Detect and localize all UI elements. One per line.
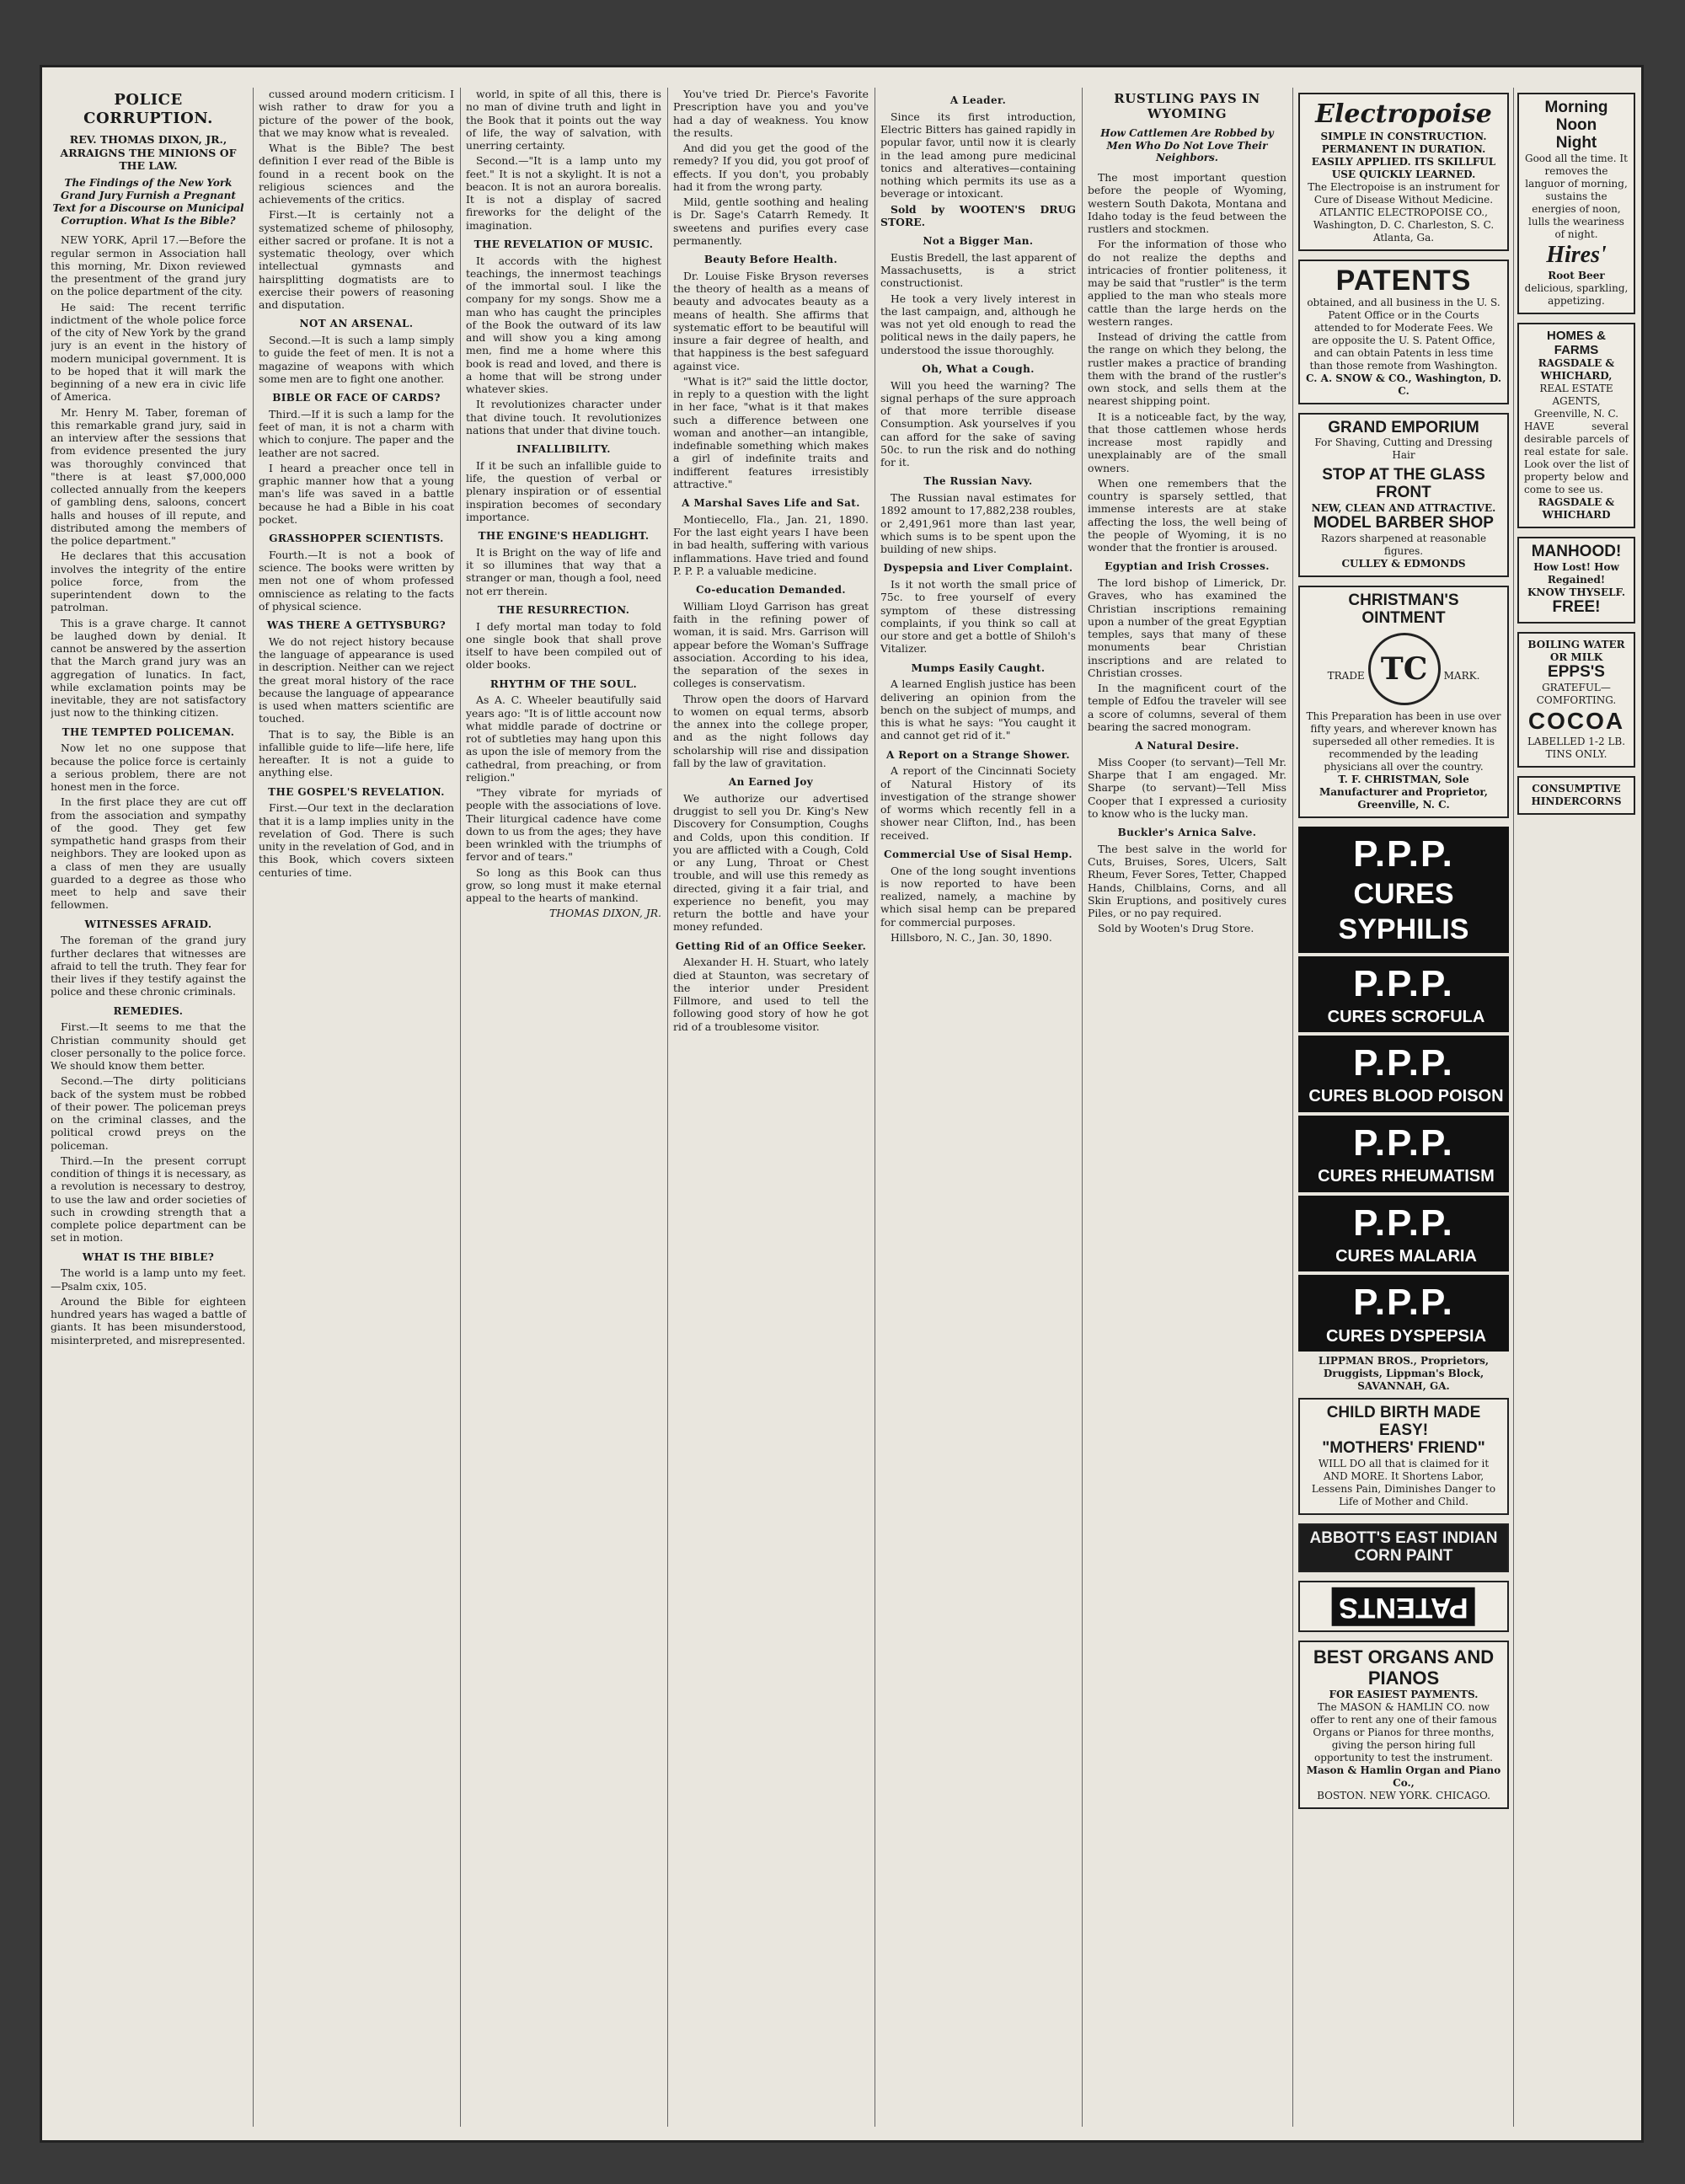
- hires-product: Root Beer: [1548, 270, 1605, 282]
- paragraph: Second.—The dirty politicians back of the system must be robbed of their power. The policeman preys on the criminal classes, and the political crowd preys on the policeman.: [51, 1074, 246, 1152]
- ad-subtitle: NEW, CLEAN AND ATTRACTIVE.: [1311, 502, 1496, 515]
- ppp-cure: CURES MALARIA: [1335, 1246, 1477, 1266]
- paragraph: First.—It seems to me that the Christian community should get closer personally to the police force. We should know them better.: [51, 1020, 246, 1073]
- paragraph: Alexander H. H. Stuart, who lately died at Staunton, was secretary of the interior under President Fillmore, and used to tell the following good story of how he got rid of a troublesome visitor.: [673, 956, 869, 1033]
- paragraph: cussed around modern criticism. I wish rather to draw for you a picture of the power of the book, that we may know what is revealed.: [259, 88, 454, 139]
- paragraph: He said: The recent terrific indictment of the whole police force of the city of New York by the grand jury is an event in the history of modern municipal government. It is to be hoped that it will mark the beginning of a new era in civic life of America.: [51, 300, 246, 404]
- ad-cities: BOSTON. NEW YORK. CHICAGO.: [1317, 1789, 1490, 1801]
- section-heading: Oh, What a Cough.: [922, 362, 1035, 375]
- section-heading: Not a Bigger Man.: [923, 235, 1034, 247]
- ad-body: Razors sharpened at reasonable figures.: [1320, 533, 1487, 558]
- deck: The Findings of the New York Grand Jury Furnish a Pregnant Text for a Discourse on Municipal Corruption. What Is the Bible?: [52, 177, 244, 227]
- ad-line: Noon: [1555, 115, 1597, 134]
- paragraph: Third.—In the present corrupt condition of things it is necessary, as a revolution is necessary to destroy, to use the law and order societies of such in crowding strength that a complete police department can be set in motion.: [51, 1154, 246, 1245]
- column-7-ads: [1292, 88, 1514, 2127]
- subheadline: REV. THOMAS DIXON, JR., ARRAIGNS THE MINIONS OF THE LAW.: [60, 133, 237, 172]
- paragraph: NEW YORK, April 17.—Before the regular sermon in Association hall this morning, Mr. Dixon reviewed the presentment of the grand jury on the police department of the city.: [51, 233, 246, 298]
- column-4: [667, 88, 874, 2127]
- headline-police-corruption: POLICE CORRUPTION.: [83, 91, 213, 128]
- ad-title: GRAND EMPORIUM: [1328, 418, 1479, 436]
- signature: THOMAS DIXON, JR.: [548, 907, 661, 920]
- ad-title: MANHOOD!: [1531, 543, 1622, 561]
- ppp-logo: P.P.P.: [1353, 962, 1454, 1004]
- ad-body: WILL DO all that is claimed for it AND MORE. It Shortens Labor, Lessens Pain, Diminishes Danger to Life of Mother and Child.: [1311, 1457, 1496, 1507]
- section-heading: Egyptian and Irish Crosses.: [1105, 560, 1270, 573]
- paragraph: world, in spite of all this, there is no man of divine truth and light in the Book that it points out the way of life, the way of salvation, with unerring certainty.: [466, 88, 661, 152]
- ppp-cure: CURES SCROFULA: [1327, 1007, 1485, 1026]
- ad-label: LABELLED 1-2 LB. TINS ONLY.: [1527, 736, 1626, 761]
- ad-barber-shop: [1298, 413, 1509, 578]
- column-1: [51, 88, 251, 2127]
- paragraph: Mr. Henry M. Taber, foreman of this remarkable grand jury, said in an interview after the sessions that from evidence presented the jury was thoroughly convinced that "there is at least $7,000,000 collected annually from the keepers of gambling dens, saloons, concert halls and houses of ill repute, and distributed among the members of the police department.": [51, 405, 246, 548]
- section-heading: GRASSHOPPER SCIENTISTS.: [269, 533, 444, 544]
- paragraph: In the first place they are cut off from the association and sympathy of the good. They get few sympathetic hand grasps from their neighbors. They are looked upon as a class of men they are usually guarded to a degree as those who meet to help and save their fellowmen.: [51, 795, 246, 912]
- ad-title: BEST ORGANS AND PIANOS: [1313, 1646, 1495, 1689]
- ad-body: obtained, and all business in the U. S. Patent Office or in the Courts attended to for Moderate Fees. We are opposite the U. S. Patent Office, and can obtain Patents in less time than those remote from Washington.: [1307, 296, 1500, 372]
- section-heading: Dyspepsia and Liver Complaint.: [883, 562, 1073, 575]
- section-heading: THE ENGINE'S HEADLIGHT.: [478, 530, 650, 542]
- section-heading: Commercial Use of Sisal Hemp.: [884, 848, 1073, 860]
- paragraph: Mild, gentle soothing and healing is Dr. Sage's Catarrh Remedy. It sweetens and purifies every case permanently.: [673, 195, 869, 247]
- section-heading: Co-education Demanded.: [695, 584, 846, 596]
- paragraph: Is it not worth the small price of 75c. to free yourself of every symptom of these distressing complaints, if you think so call at our store and get a bottle of Shiloh's Vitalizer.: [880, 578, 1076, 656]
- mark-label: MARK.: [1443, 669, 1480, 682]
- section-heading: WAS THERE A GETTYSBURG?: [266, 619, 447, 631]
- ppp-dyspepsia: [1298, 1275, 1509, 1352]
- section-heading: Getting Rid of an Office Seeker.: [675, 939, 867, 952]
- ad-title: CHRISTMAN'S OINTMENT: [1348, 592, 1459, 628]
- ad-signature: T. F. CHRISTMAN, Sole Manufacturer and Proprietor, Greenville, N. C.: [1319, 773, 1488, 811]
- ppp-cure: CURES SYPHILIS: [1338, 878, 1469, 945]
- ppp-cure: CURES RHEUMATISM: [1318, 1167, 1495, 1186]
- paragraph: Sold by WOOTEN'S DRUG STORE.: [880, 202, 1076, 228]
- ad-headline: SIMPLE IN CONSTRUCTION. PERMANENT IN DURATION. EASILY APPLIED. ITS SKILLFUL USE QUICKLY LEARNED.: [1311, 130, 1496, 180]
- ppp-logo: P.P.P.: [1353, 1202, 1454, 1244]
- section-heading: THE RESURRECTION.: [497, 603, 630, 616]
- section-heading: An Earned Joy: [728, 776, 814, 788]
- ad-signature: RAGSDALE & WHICHARD: [1538, 496, 1615, 522]
- ad-subtitle: REAL ESTATE AGENTS, Greenville, N. C.: [1533, 383, 1619, 420]
- paragraph: I defy mortal man today to fold one single book that shall prove itself to have been compiled out of older books.: [466, 619, 661, 672]
- section-heading: WITNESSES AFRAID.: [84, 918, 212, 930]
- newspaper-page: [42, 67, 1641, 2140]
- dateline: Hillsboro, N. C., Jan. 30, 1890.: [891, 930, 1052, 944]
- section-heading: Buckler's Arnica Salve.: [1117, 827, 1257, 839]
- paragraph: Second.—It is such a lamp simply to guide the feet of men. It is not a magazine of weapons with which some men are to fight one another.: [259, 334, 454, 385]
- ad-line: Morning: [1544, 99, 1608, 116]
- paragraph: Now let no one suppose that because the police force is certainly a serious problem, there are not honest men in the force.: [51, 741, 246, 794]
- ppp-logo: P.P.P.: [1353, 1282, 1454, 1324]
- paragraph: Fourth.—It is not a book of science. The books were written by men not one of whom professed omniscience as relating to the facts of physical science.: [259, 548, 454, 613]
- paragraph: "What is it?" said the little doctor, in reply to a question with the light in her face, "what is it that makes such a difference between one woman and another—an intangible, indefinable something which makes a girl of indefinite traits and indifferent features irresistibly attractive.": [673, 374, 869, 490]
- trademark-row: [1305, 633, 1502, 705]
- ad-title: EPPS'S: [1548, 662, 1605, 681]
- column-8-ads: [1513, 88, 1639, 2127]
- ad-abbotts-corn-paint: [1298, 1523, 1509, 1572]
- paragraph: The world is a lamp unto my feet.—Psalm cxix, 105.: [51, 1266, 246, 1293]
- paragraph: Dr. Louise Fiske Bryson reverses the theory of health as a means of beauty and advocates beauty as a means of health. She affirms that systematic effort to be beautiful will insure a fair degree of health, and that happiness is the best safeguard against vice.: [673, 269, 869, 372]
- ad-ointment: [1298, 586, 1509, 818]
- paragraph: Eustis Bredell, the last apparent of Massachusetts, is a strict constructionist.: [880, 250, 1076, 290]
- section-heading: A Report on a Strange Shower.: [886, 748, 1070, 761]
- section-heading: INFALLIBILITY.: [516, 443, 611, 455]
- ad-intro: BOILING WATER OR MILK: [1527, 638, 1625, 663]
- paragraph: What is the Bible? The best definition I ever read of the Bible is found in a recent book on the religious sciences and the achievements of the critics.: [259, 142, 454, 206]
- hires-brand: Hires': [1546, 241, 1607, 268]
- ad-title: CHILD BIRTH MADE EASY!: [1326, 1404, 1481, 1440]
- ad-consumptive: [1517, 776, 1635, 815]
- ad-subtitle: How Lost! How Regained!: [1533, 561, 1619, 586]
- section-heading: RHYTHM OF THE SOUL.: [489, 677, 638, 690]
- ad-body: Good all the time. It removes the languor of morning, sustains the energies of noon, lulls the weariness of night.: [1525, 152, 1628, 240]
- electropoise-logo: Electropoise: [1315, 99, 1492, 129]
- paragraph: The foreman of the grand jury further declares that witnesses are afraid to tell the truth. They fear for their lives if they testify against the police and these chronic criminals.: [51, 934, 246, 998]
- ppp-blood-poison: [1298, 1036, 1509, 1112]
- paragraph: He took a very lively interest in the last campaign, and, although he was not yet old enough to read the political news in the daily papers, he understood the issue thoroughly.: [880, 292, 1076, 356]
- section-heading: NOT AN ARSENAL.: [299, 318, 414, 330]
- paragraph: It revolutionizes character under that divine touch. It revolutionizes nations that under that divine touch.: [466, 398, 661, 436]
- ad-body: The MASON & HAMLIN CO. now offer to rent any one of their famous Organs or Pianos for three months, giving the person hiring full opportunity to test the instrument.: [1310, 1700, 1497, 1764]
- ad-signature: CULLEY & EDMONDS: [1341, 558, 1466, 570]
- ad-address: ATLANTIC ELECTROPOISE CO., Washington, D. C. Charleston, S. C. Atlanta, Ga.: [1313, 206, 1495, 244]
- paragraph: This is a grave charge. It cannot be laughed down by denial. It cannot be answered by the assertion that the March grand jury was an aggregation of lunatics. In fact, while exclamation points may be inevitable, they are not satisfactory just now to the thinking citizen.: [51, 616, 246, 720]
- ad-mothers-friend: [1298, 1398, 1509, 1515]
- ad-homes-farms: [1517, 323, 1635, 528]
- paragraph: A report of the Cincinnati Society of Natural History of its investigation of the strange shower of worms which recently fell in a shower near Clifton, Ind., has been received.: [880, 764, 1076, 842]
- paragraph: For the information of those who do not realize the depths and intricacies of frontier politeness, it may be said that "rustler" is the term applied to the man who steals more cattle than the large herds on the western ranges.: [1088, 238, 1286, 328]
- ppp-cure: CURES DYSPEPSIA: [1325, 1326, 1487, 1346]
- ad-electropoise: [1298, 93, 1509, 251]
- ppp-cure: CURES BLOOD POISON: [1308, 1087, 1504, 1106]
- section-heading: THE TEMPTED POLICEMAN.: [62, 725, 235, 738]
- paragraph: Second.—"It is a lamp unto my feet." It is not a skylight. It is not a beacon. It is not an aurora borealis. It is not a display of sacred fireworks for the delight of the imagination.: [466, 154, 661, 232]
- paragraph: A learned English justice has been delivering an opinion from the bench on the subject of mumps, and this is what he says: "You caught it and cannot get rid of it.": [880, 677, 1076, 742]
- ad-line: Night: [1555, 133, 1597, 152]
- ad-manhood: [1517, 537, 1635, 624]
- paragraph: So long as this Book can thus grow, so long must it make eternal appeal to the hearts of mankind.: [466, 865, 661, 904]
- ad-body: The Electropoise is an instrument for Cure of Disease Without Medicine.: [1308, 180, 1500, 206]
- paragraph: When one remembers that the country is sparsely settled, that immense interests are at stake affecting the loss, the well being of the people of Wyoming, it is no wonder that the frontier is aroused.: [1088, 476, 1286, 554]
- section-heading: THE GOSPEL'S REVELATION.: [268, 785, 445, 798]
- section-heading: WHAT IS THE BIBLE?: [82, 1250, 215, 1263]
- ad-title: "MOTHERS' FRIEND": [1322, 1438, 1485, 1457]
- ppp-signature: LIPPMAN BROS., Proprietors, Druggists, Lippman's Block, SAVANNAH, GA.: [1318, 1355, 1490, 1393]
- ppp-syphilis: [1298, 827, 1509, 953]
- paragraph: Miss Cooper (to servant)—Tell Mr. Sharpe that I am engaged. Mr. Sharpe (to servant)—Tell Miss Cooper that I expressed a curiosity to know who is the lucky man.: [1088, 755, 1286, 820]
- headline-rustling: RUSTLING PAYS IN WYOMING: [1114, 91, 1260, 122]
- paragraph: He declares that this accusation involves the integrity of the entire police force, from the superintendent down to the patrolman.: [51, 549, 246, 614]
- ad-subtitle: GRATEFUL—COMFORTING.: [1536, 681, 1617, 706]
- ad-subtitle: RAGSDALE & WHICHARD,: [1538, 357, 1615, 383]
- paragraph: It is a noticeable fact, by the way, that those cattlemen whose herds increase most rapidly and unexplainably are of the small owners.: [1088, 410, 1286, 474]
- ad-subtitle: For Shaving, Cutting and Dressing Hair: [1314, 436, 1493, 462]
- ad-title: CONSUMPTIVE: [1532, 783, 1621, 795]
- ppp-malaria: [1298, 1196, 1509, 1272]
- section-heading: Mumps Easily Caught.: [911, 661, 1046, 674]
- ad-organs: [1298, 1641, 1509, 1808]
- ad-patents: [1298, 260, 1509, 404]
- ppp-scrofula: [1298, 956, 1509, 1033]
- section-heading: The Russian Navy.: [923, 475, 1033, 488]
- ad-title: HINDERCORNS: [1531, 795, 1622, 808]
- paragraph: And did you get the good of the remedy? If you did, you got proof of effects. If you don't, you probably had it from the wrong party.: [673, 142, 869, 193]
- paragraph: That is to say, the Bible is an infallible guide to life—life here, life hereafter. It is not a guide to anything else.: [259, 727, 454, 779]
- ad-body: This Preparation has been in use over fifty years, and wherever known has superseded all other remedies. It is recommended by the leading physicians all over the country.: [1306, 709, 1501, 773]
- ad-title: STOP AT THE GLASS FRONT: [1322, 466, 1485, 502]
- tc-monogram-icon: TC: [1368, 633, 1441, 705]
- paragraph: We authorize our advertised druggist to sell you Dr. King's New Discovery for Consumption, Coughs and Colds, upon this condition. If you are afflicted with a Cough, Cold or any Lung, Throat or Chest trouble, and will use this remedy as directed, giving it a fair trial, and experience no benefit, you may return the bottle and have your money refunded.: [673, 791, 869, 934]
- paragraph: The best salve in the world for Cuts, Bruises, Sores, Ulcers, Salt Rheum, Fever Sores, Tetter, Chapped Hands, Chilblains, Corns, and all Skin Eruptions, and positively cures Piles, or no pay required.: [1088, 842, 1286, 920]
- ad-hires-root-beer: [1517, 93, 1635, 314]
- paragraph: It accords with the highest teachings, the innermost teachings of the immortal soul. I like the company for my songs. Show me a man who has caught the principles of the Book the outward of its law and will show you a king among men, find me a home where this book is read and loved, and there is a home that will be strong under whatever skies.: [466, 254, 661, 395]
- paragraph: You've tried Dr. Pierce's Favorite Prescription have you and you've had a day of weakness. You know the results.: [673, 88, 869, 139]
- patents-rotated-title: PATENTS: [1332, 1587, 1475, 1626]
- paragraph: Will you heed the warning? The signal perhaps of the sure approach of that more terrible disease Consumption. Ask yourselves if you can afford for the sake of saving 50c. to run the risk and do nothing for it.: [880, 378, 1076, 468]
- column-6: [1082, 88, 1292, 2127]
- paragraph: It is Bright on the way of life and it so illumines that way that a stranger or man, though a fool, need not err therein.: [466, 545, 661, 597]
- ad-patents-rotated: [1298, 1581, 1509, 1633]
- deck: How Cattlemen Are Robbed by Men Who Do Not Love Their Neighbors.: [1100, 126, 1274, 164]
- ppp-logo: P.P.P.: [1353, 1122, 1454, 1164]
- paragraph: Third.—If it is such a lamp for the feet of man, it is not a charm with which to conjure. The paper and the leather are not sacred.: [259, 407, 454, 459]
- paragraph: Throw open the doors of Harvard to women on equal terms, absorb the annex into the college proper, and as the night follows day scholarship will rise and dissipation fall by the law of gravitation.: [673, 692, 869, 769]
- paragraph: The Russian naval estimates for 1892 amount to 17,882,238 roubles, or 2,491,961 more than last year, which sums is to be spent upon the building of new ships.: [880, 491, 1076, 555]
- paragraph: I heard a preacher once tell in graphic manner how that a young man's life was saved in a battle because he had a Bible in his coat pocket.: [259, 461, 454, 526]
- ad-title: PATENTS: [1335, 264, 1472, 297]
- paragraph: First.—It is certainly not a systematized scheme of philosophy, either sacred or profane. It is not a systematic theology, over which intellectual gymnasts and hairsplitting dogmatists are to exercise their powers of reasoning and disputation.: [259, 208, 454, 311]
- ppp-logo: P.P.P.: [1353, 832, 1454, 875]
- ad-free: FREE!: [1552, 598, 1601, 616]
- column-5: [875, 88, 1081, 2127]
- ad-tagline: delicious, sparkling, appetizing.: [1524, 282, 1629, 308]
- ad-address: C. A. SNOW & CO., Washington, D. C.: [1305, 372, 1502, 397]
- section-heading: A Natural Desire.: [1135, 740, 1239, 752]
- paragraph: One of the long sought inventions is now reported to have been realized, namely, a machine by which sisal hemp can be prepared for commercial purposes.: [880, 864, 1076, 929]
- ad-signature: Mason & Hamlin Organ and Piano Co.,: [1306, 1764, 1501, 1789]
- section-heading: THE REVELATION OF MUSIC.: [473, 238, 654, 250]
- paragraph: William Lloyd Garrison has great faith in the refining power of woman, it is said. Mrs. Garrison will appear before the Woman's Suffrage association. According to his idea, the separation of the sexes in colleges is conservatism.: [673, 599, 869, 690]
- paragraph: Around the Bible for eighteen hundred years has waged a battle of giants. It has been misunderstood, misinterpreted, and misrepresented.: [51, 1294, 246, 1346]
- paragraph: The most important question before the people of Wyoming, western South Dakota, Montana and Idaho today is the feud between the rustlers and stockmen.: [1088, 171, 1286, 236]
- section-heading: A Marshal Saves Life and Sat.: [682, 497, 860, 509]
- section-heading: A Leader.: [949, 94, 1007, 106]
- paragraph: Instead of driving the cattle from the range on which they belong, the rustler makes a practice of branding them with the brand of the rustler's own stock, and sells them at the nearest shipping point.: [1088, 330, 1286, 408]
- paragraph: Since its first introduction, Electric Bitters has gained rapidly in popular favor, until now it is clearly in the lead among pure medicinal tonics and alteratives—containing nothing which permits its use as a beverage or intoxicant.: [880, 110, 1076, 201]
- ad-title: HOMES & FARMS: [1546, 329, 1606, 357]
- paragraph: Sold by Wooten's Drug Store.: [1098, 922, 1254, 935]
- ad-body: HAVE several desirable parcels of real estate for sale. Look over the list of property below and come to see us.: [1524, 420, 1629, 496]
- ad-tagline: KNOW THYSELF.: [1527, 586, 1626, 598]
- section-heading: REMEDIES.: [113, 1004, 184, 1017]
- cocoa-word: COCOA: [1527, 707, 1625, 734]
- column-2: [253, 88, 459, 2127]
- paragraph: We do not reject history because the language of appearance is used in description. Neither can we reject the great moral history of the race because the language of appearance is used when matters scientific are touched.: [259, 634, 454, 725]
- paragraph: The lord bishop of Limerick, Dr. Graves, who has examined the Christian inscriptions remaining upon a number of the great Egyptian temples, says that many of these monuments bear Christian inscriptions and are related to Christian crosses.: [1088, 576, 1286, 679]
- ppp-rheumatism: [1298, 1116, 1509, 1192]
- section-heading: BIBLE OR FACE OF CARDS?: [272, 392, 441, 404]
- section-heading: Beauty Before Health.: [703, 254, 838, 265]
- ad-title: MODEL BARBER SHOP: [1313, 514, 1494, 533]
- column-3: [460, 88, 666, 2127]
- ad-subtitle: FOR EASIEST PAYMENTS.: [1329, 1688, 1479, 1700]
- ppp-logo: P.P.P.: [1353, 1042, 1454, 1084]
- paragraph: First.—Our text in the declaration that it is a lamp implies unity in the revelation of God. There is such unity in the revelation of God, and in this Book, which covers sixteen centuries of time.: [259, 801, 454, 879]
- paragraph: If it be such an infallible guide to life, the question of verbal or plenary inspiration or of essential inspiration becomes of secondary importance.: [466, 458, 661, 523]
- trade-label: TRADE: [1327, 669, 1365, 682]
- paragraph: "They vibrate for myriads of people with the associations of love. Their liturgical cadence have come down to us from the ages; they have been wrinkled with the triumphs of fervor and of tears.": [466, 786, 661, 864]
- ad-title: ABBOTT'S EAST INDIAN CORN PAINT: [1309, 1528, 1498, 1565]
- paragraph: Montiecello, Fla., Jan. 21, 1890. For the last eight years I have been in bad health, suffering with various inflammations. Have tried and found P. P. P. a valuable medicine.: [673, 512, 869, 577]
- paragraph: In the magnificent court of the temple of Edfou the traveler will see a score of columns, several of them bearing the sacred monogram.: [1088, 682, 1286, 733]
- paragraph: As A. C. Wheeler beautifully said years ago: "It is of little account now what middle parade of doctrine or rot of subtleties may hang upon this as upon the isle of memory from the cathedral, from preaching, or from religion.": [466, 693, 661, 784]
- ad-epps-cocoa: [1517, 632, 1635, 768]
